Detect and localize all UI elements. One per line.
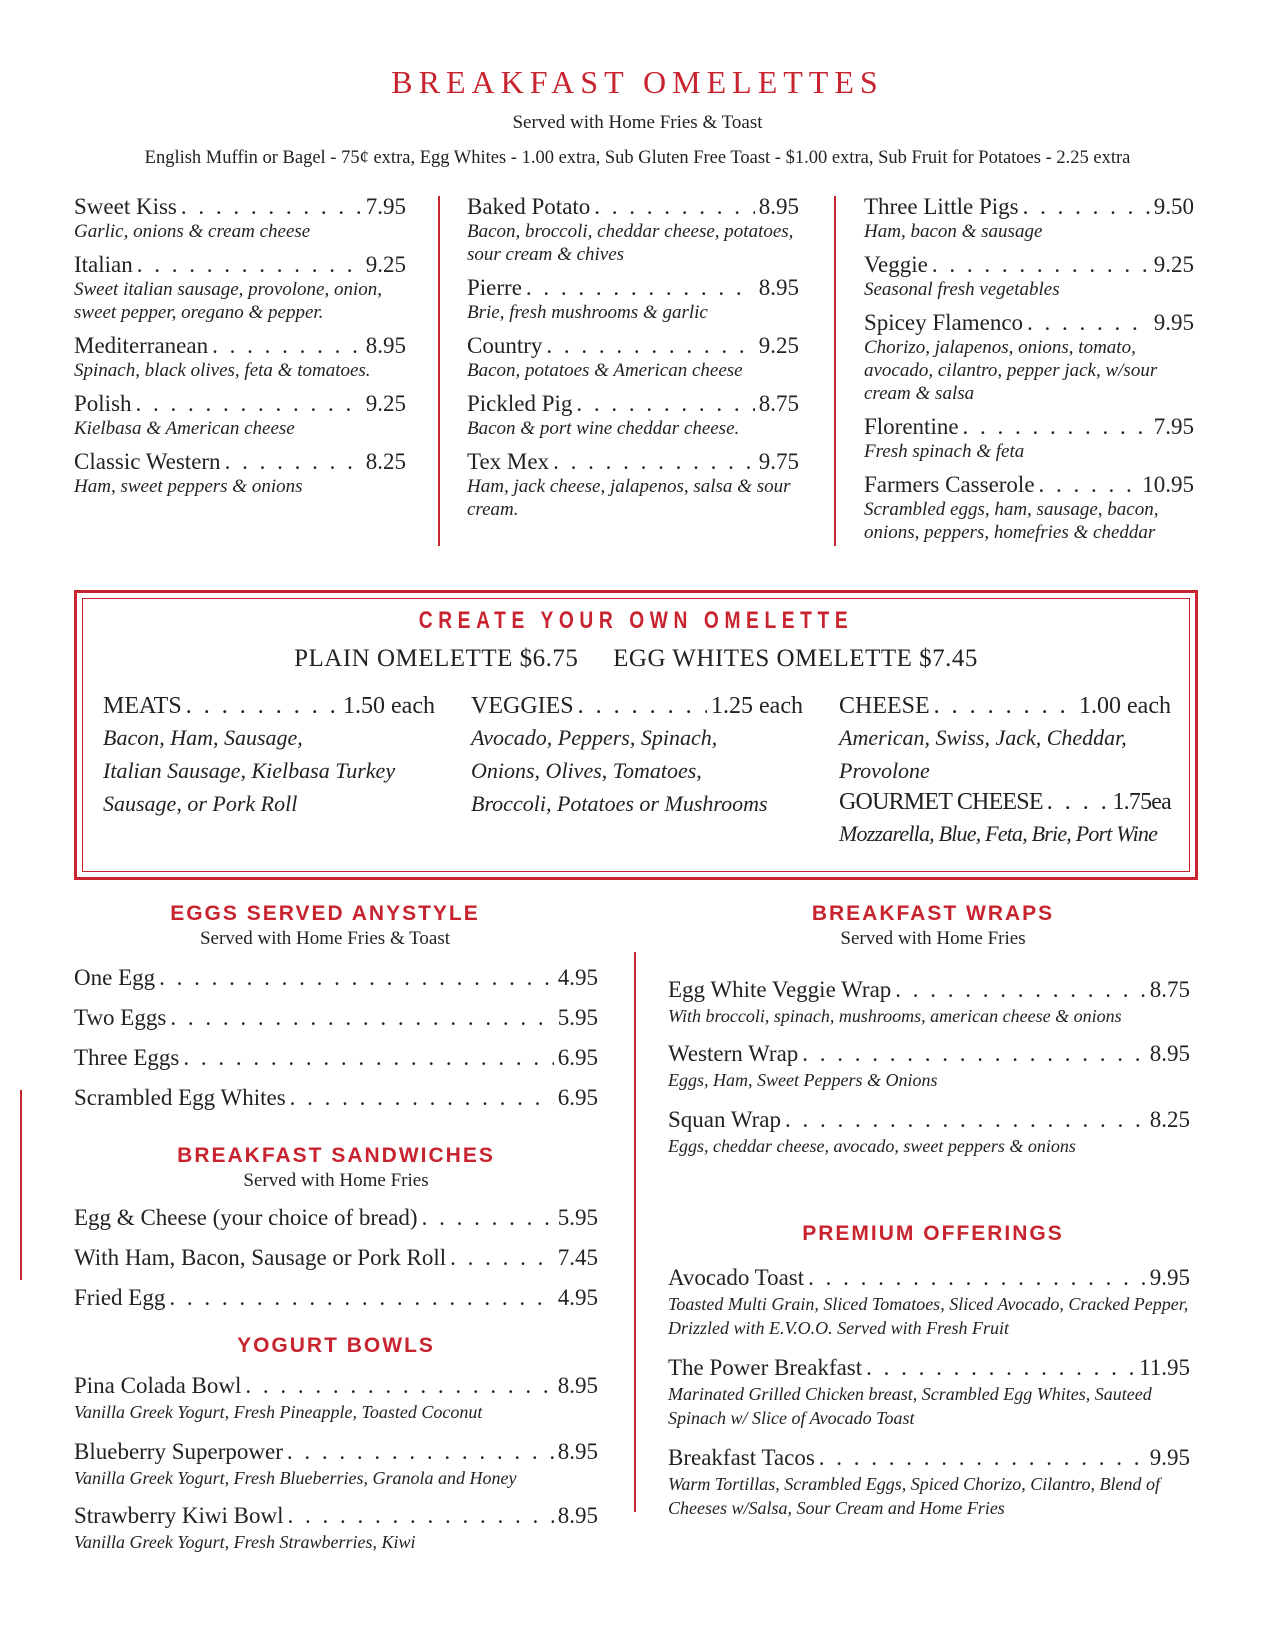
item-description: Eggs, Ham, Sweet Peppers & Onions [668, 1070, 938, 1090]
item-name: Fried Egg [74, 1285, 166, 1310]
item-name: Strawberry Kiwi Bowl [74, 1503, 284, 1528]
gourmet-cheese-label: GOURMET CHEESE [839, 789, 1043, 815]
item-price: 6.95 [557, 1045, 598, 1070]
item-price: 9.75 [758, 449, 799, 474]
menu-item [74, 333, 406, 382]
item-name: Three Little Pigs [864, 194, 1019, 219]
item-price: 8.95 [365, 333, 406, 358]
menu-item [668, 1040, 1190, 1092]
item-name: Pina Colada Bowl [74, 1373, 242, 1398]
menu-item [668, 1444, 1190, 1520]
premium-section-title: PREMIUM OFFERINGS [802, 1222, 1064, 1245]
extras-note: English Muffin or Bagel - 75¢ extra, Egg Whites - 1.00 extra, Sub Gluten Free Toast - $1.00 extra, Sub Fruit for Potatoes - 2.25 extra [144, 148, 1131, 168]
menu-item [864, 414, 1194, 463]
omelette-column-2 [467, 194, 799, 530]
menu-item [74, 1502, 598, 1554]
meats-line: Italian Sausage, Kielbasa Turkey [103, 758, 396, 783]
menu-item [668, 1264, 1190, 1340]
create-own-omelette-box [74, 590, 1198, 880]
item-description: Sweet italian sausage, provolone, onion, sweet pepper, oregano & pepper. [74, 279, 383, 323]
item-description: Bacon & port wine cheddar cheese. [467, 418, 740, 439]
item-price: 8.95 [557, 1439, 598, 1464]
sandwiches-section-title: BREAKFAST SANDWICHES [177, 1144, 495, 1167]
item-name: Egg & Cheese (your choice of bread) [74, 1205, 418, 1230]
item-description: Spinach, black olives, feta & tomatoes. [74, 360, 371, 381]
sandwiches-section-subtitle: Served with Home Fries [243, 1170, 429, 1191]
item-price: 8.95 [758, 275, 799, 300]
cheese-label: CHEESE [839, 693, 930, 719]
item-name: One Egg [74, 965, 156, 990]
veggies-line: Avocado, Peppers, Spinach, [471, 725, 718, 750]
item-description: Bacon, potatoes & American cheese [467, 360, 743, 381]
item-description: Vanilla Greek Yogurt, Fresh Pineapple, Toasted Coconut [74, 1402, 483, 1422]
item-name: Western Wrap [668, 1041, 799, 1066]
item-price: 7.95 [365, 194, 406, 219]
omelette-column-3 [864, 194, 1194, 553]
item-name: Baked Potato [467, 194, 591, 219]
menu-item [74, 449, 406, 498]
item-price: 8.95 [1149, 1041, 1190, 1066]
item-name: Blueberry Superpower [74, 1439, 283, 1464]
item-name: Scrambled Egg Whites [74, 1085, 286, 1110]
eggs-section-title: EGGS SERVED ANYSTYLE [170, 902, 480, 925]
menu-item [864, 472, 1194, 544]
wraps-section-subtitle: Served with Home Fries [840, 928, 1026, 949]
menu-item [467, 275, 799, 324]
meats-column [103, 691, 435, 820]
menu-item [74, 391, 406, 440]
item-name: Country [467, 333, 543, 358]
item-name: Three Eggs [74, 1045, 180, 1070]
menu-item [74, 194, 406, 243]
item-name: Veggie [864, 252, 928, 277]
item-price: 9.25 [365, 252, 406, 277]
cheese-price: 1.00 each [1079, 693, 1171, 719]
item-name: Breakfast Tacos [668, 1445, 815, 1470]
item-price: 9.25 [365, 391, 406, 416]
egg-whites-omelette-price: EGG WHITES OMELETTE $7.45 [613, 645, 978, 672]
menu-item [74, 1204, 598, 1232]
meats-price: 1.50 each [343, 693, 435, 719]
gourmet-cheese-line: Mozzarella, Blue, Feta, Brie, Port Wine [839, 821, 1158, 846]
meats-line: Bacon, Ham, Sausage, [103, 725, 303, 750]
plain-omelette-price: PLAIN OMELETTE $6.75 [294, 645, 579, 672]
menu-item [668, 976, 1190, 1028]
menu-item [467, 391, 799, 440]
item-price: 8.75 [758, 391, 799, 416]
item-price: 9.25 [1153, 252, 1194, 277]
item-description: Warm Tortillas, Scrambled Eggs, Spiced Chorizo, Cilantro, Blend of Cheeses w/Salsa, Sour Cream and Home Fries [668, 1474, 1161, 1518]
veggies-line: Onions, Olives, Tomatoes, [471, 758, 702, 783]
menu-item [668, 1106, 1190, 1158]
column-divider [834, 196, 836, 546]
cheese-line: Provolone [839, 758, 930, 783]
item-name: Classic Western [74, 449, 221, 474]
item-description: Fresh spinach & feta [864, 441, 1025, 462]
item-price: 4.95 [557, 965, 598, 990]
menu-item [74, 1004, 598, 1032]
item-name: Polish [74, 391, 132, 416]
item-name: Avocado Toast [668, 1265, 805, 1290]
cheese-column [839, 691, 1171, 850]
item-price: 8.95 [758, 194, 799, 219]
item-description: Vanilla Greek Yogurt, Fresh Strawberries, Kiwi [74, 1532, 416, 1552]
gourmet-cheese-price: 1.75ea [1112, 789, 1171, 815]
item-description: With broccoli, spinach, mushrooms, american cheese & onions [668, 1006, 1122, 1026]
item-price: 9.95 [1149, 1265, 1190, 1290]
menu-item [74, 1284, 598, 1312]
item-description: Marinated Grilled Chicken breast, Scrambled Egg Whites, Sauteed Spinach w/ Slice of Avocado Toast [668, 1384, 1152, 1428]
item-price: 5.95 [557, 1005, 598, 1030]
menu-item [74, 1244, 598, 1272]
veggies-line: Broccoli, Potatoes or Mushrooms [471, 791, 768, 816]
omelette-column-1 [74, 194, 406, 507]
menu-item [74, 1044, 598, 1072]
menu-item [74, 252, 406, 324]
item-price: 5.95 [557, 1205, 598, 1230]
item-price: 9.25 [758, 333, 799, 358]
item-price: 7.95 [1153, 414, 1194, 439]
item-name: Farmers Casserole [864, 472, 1035, 497]
item-description: Toasted Multi Grain, Sliced Tomatoes, Sliced Avocado, Cracked Pepper, Drizzled with E.V.O.O. Served with Fresh Fruit [668, 1294, 1189, 1338]
menu-item [74, 1438, 598, 1490]
veggies-label: VEGGIES [471, 693, 574, 719]
cheese-line: American, Swiss, Jack, Cheddar, [839, 725, 1127, 750]
veggies-column [471, 691, 803, 820]
item-name: Mediterranean [74, 333, 209, 358]
item-description: Vanilla Greek Yogurt, Fresh Blueberries, Granola and Honey [74, 1468, 517, 1488]
wraps-section-title: BREAKFAST WRAPS [811, 902, 1055, 925]
item-description: Brie, fresh mushrooms & garlic [467, 302, 708, 323]
item-name: Two Eggs [74, 1005, 167, 1030]
item-description: Ham, bacon & sausage [864, 221, 1043, 242]
item-name: Pierre [467, 275, 522, 300]
column-divider [634, 952, 636, 1512]
item-price: 9.95 [1149, 1445, 1190, 1470]
menu-item [864, 310, 1194, 405]
item-description: Eggs, cheddar cheese, avocado, sweet peppers & onions [668, 1136, 1076, 1156]
item-price: 7.45 [557, 1245, 598, 1270]
item-price: 6.95 [557, 1085, 598, 1110]
item-price: 10.95 [1142, 472, 1194, 497]
item-name: Florentine [864, 414, 959, 439]
menu-item [74, 964, 598, 992]
item-description: Kielbasa & American cheese [74, 418, 295, 439]
edge-rule [20, 1090, 22, 1280]
item-description: Ham, jack cheese, jalapenos, salsa & sour cream. [467, 476, 791, 520]
eggs-section-subtitle: Served with Home Fries & Toast [199, 928, 451, 949]
meats-line: Sausage, or Pork Roll [103, 791, 298, 816]
item-price: 11.95 [1139, 1355, 1190, 1380]
veggies-price: 1.25 each [711, 693, 803, 719]
item-name: The Power Breakfast [668, 1355, 863, 1380]
item-description: Bacon, broccoli, cheddar cheese, potatoes, sour cream & chives [467, 221, 794, 265]
menu-item [74, 1372, 598, 1424]
item-name: Sweet Kiss [74, 194, 177, 219]
create-own-title: CREATE YOUR OWN OMELETTE [418, 607, 854, 634]
item-description: Ham, sweet peppers & onions [74, 476, 303, 497]
menu-item [864, 194, 1194, 243]
item-name: Pickled Pig [467, 391, 573, 416]
item-name: Italian [74, 252, 133, 277]
page-title: BREAKFAST OMELETTES [391, 64, 884, 100]
item-description: Chorizo, jalapenos, onions, tomato, avocado, cilantro, pepper jack, w/sour cream & salsa [864, 337, 1158, 404]
item-name: Squan Wrap [668, 1107, 781, 1132]
column-divider [438, 196, 440, 546]
menu-item [74, 1084, 598, 1112]
item-name: Tex Mex [467, 449, 550, 474]
item-price: 9.50 [1153, 194, 1194, 219]
item-price: 8.95 [557, 1503, 598, 1528]
item-price: 4.95 [557, 1285, 598, 1310]
item-name: With Ham, Bacon, Sausage or Pork Roll [74, 1245, 447, 1270]
item-price: 9.95 [1153, 310, 1194, 335]
item-price: 8.75 [1149, 977, 1190, 1002]
item-price: 8.95 [557, 1373, 598, 1398]
item-description: Scrambled eggs, ham, sausage, bacon, onions, peppers, homefries & cheddar [864, 499, 1159, 543]
item-description: Garlic, onions & cream cheese [74, 221, 311, 242]
item-price: 8.25 [1149, 1107, 1190, 1132]
meats-label: MEATS [103, 693, 182, 719]
item-name: Egg White Veggie Wrap [668, 977, 892, 1002]
page-subtitle: Served with Home Fries & Toast [512, 112, 763, 133]
menu-item [864, 252, 1194, 301]
menu-item [668, 1354, 1190, 1430]
menu-item [467, 194, 799, 266]
item-price: 8.25 [365, 449, 406, 474]
item-name: Spicey Flamenco [864, 310, 1024, 335]
omelette-base-prices [77, 645, 1195, 673]
yogurt-section-title: YOGURT BOWLS [237, 1334, 435, 1357]
menu-item [467, 333, 799, 382]
item-description: Seasonal fresh vegetables [864, 279, 1060, 300]
menu-item [467, 449, 799, 521]
